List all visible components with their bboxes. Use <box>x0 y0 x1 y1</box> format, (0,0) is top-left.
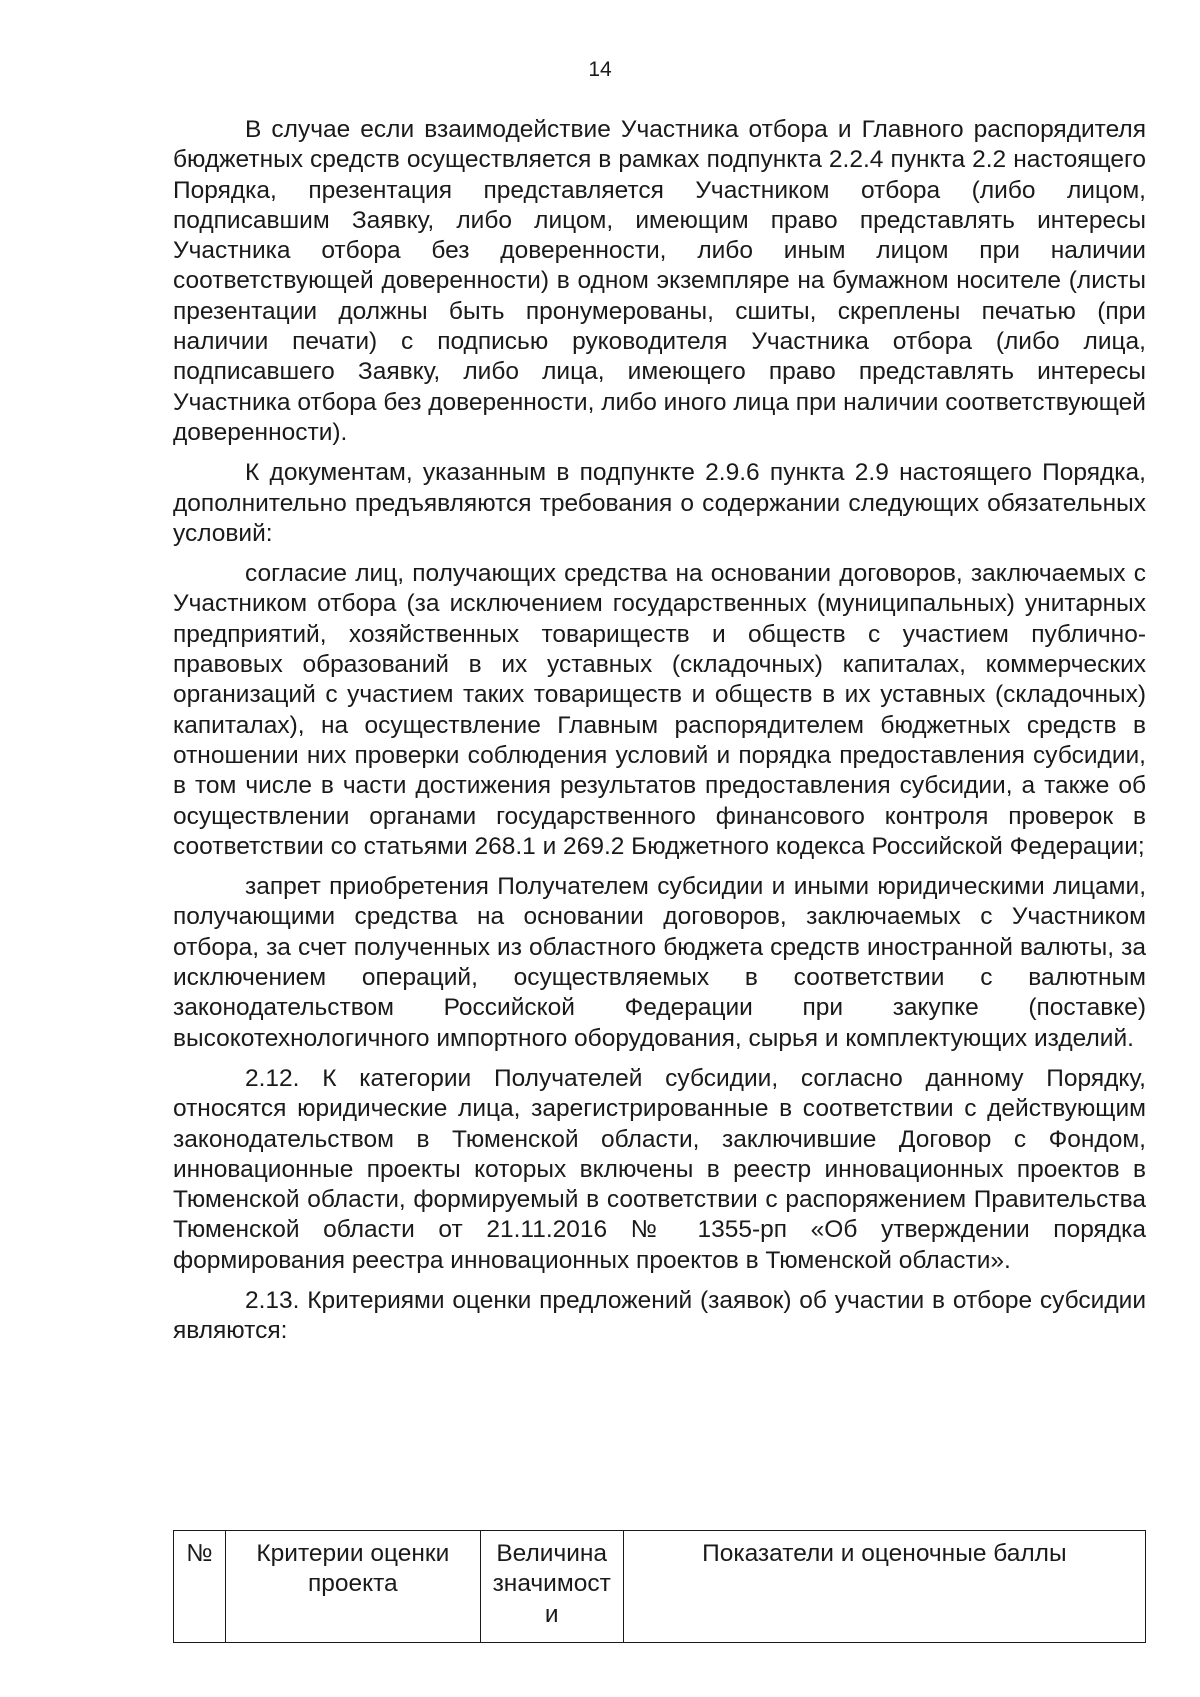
header-indicators: Показатели и оценочные баллы <box>623 1531 1145 1643</box>
paragraph-2-12-recipients: 2.12. К категории Получателей субсидии, согласно данному Порядку, относятся юридические лица, зарегистрированные в соответствии с действующим законодательством в Тюменской области, заключившие Договор с Фондом, инновационные проекты которых включены в реестр инновационных проектов в Тюменской области, формируемый в соответствии с распоряжением Правительства Тюменской области от 21.11.2016 № 1355-рп «Об утверждении порядка формирования реестра инновационных проектов в Тюменской области». <box>173 1064 1146 1274</box>
paragraph-presentation: В случае если взаимодействие Участника отбора и Главного распорядителя бюджетных средств осуществляется в рамках подпункта 2.2.4 пункта 2.2 настоящего Порядка, презентация представляется Участником отбора (либо лицом, подписавшим Заявку, либо лицом, имеющим право представлять интересы Участника отбора без доверенности, либо иным лицом при наличии соответствующей доверенности) в одном экземпляре на бумажном носителе (листы презентации должны быть пронумерованы, сшиты, скреплены печатью (при наличии печати) с подписью руководителя Участника отбора (либо лица, подписавшего Заявку, либо лица, имеющего право представлять интересы Участника отбора без доверенности, либо иного лица при наличии соответствующей доверенности). <box>173 116 1146 446</box>
paragraph-consent-condition: согласие лиц, получающих средства на основании договоров, заключаемых с Участником отбора (за исключением государственных (муниципальных) унитарных предприятий, хозяйственных товариществ и обществ с участием публично-правовых образований в их уставных (складочных) капиталах, коммерческих организаций с участием таких товариществ и обществ в их уставных (складочных) капиталах), на осуществление Главным распорядителем бюджетных средств в отношении них проверки соблюдения условий и порядка предоставления субсидии, в том числе в части достижения результатов предоставления субсидии, а также об осуществлении органами государственного финансового контроля проверок в соответствии со статьями 268.1 и 269.2 Бюджетного кодекса Российской Федерации; <box>173 560 1146 860</box>
paragraph-2-13-criteria: 2.13. Критериями оценки предложений (заявок) об участии в отборе субсидии являются: <box>173 1286 1146 1345</box>
table-header-row <box>174 1531 1146 1643</box>
paragraph-documents-requirements: К документам, указанным в подпункте 2.9.6 пункта 2.9 настоящего Порядка, дополнительно предъявляются требования о содержании следующих обязательных условий: <box>173 459 1146 547</box>
header-significance: Величина значимост и <box>480 1531 623 1643</box>
paragraph-currency-ban-condition: запрет приобретения Получателем субсидии и иными юридическими лицами, получающими средства на основании договоров, заключаемых с Участником отбора, за счет полученных из областного бюджета средств иностранной валюты, за исключением операций, осуществляемых в соответствии с валютным законодательством Российской Федерации при закупке (поставке) высокотехнологичного импортного оборудования, сырья и комплектующих изделий. <box>173 873 1146 1052</box>
header-number: № <box>174 1531 226 1643</box>
body-text <box>173 115 1146 1357</box>
page-number: 14 <box>588 58 612 81</box>
header-criteria: Критерии оценки проекта <box>225 1531 480 1643</box>
criteria-table <box>173 1530 1146 1643</box>
